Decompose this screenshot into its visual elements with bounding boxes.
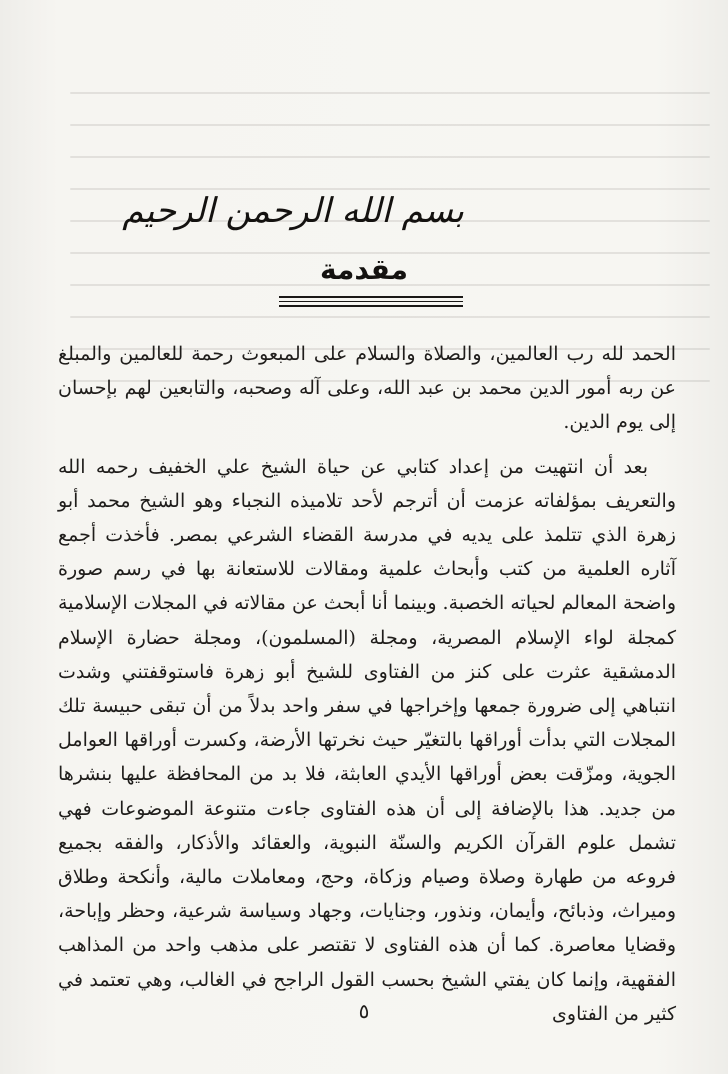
basmala-calligraphy: بسم الله الرحمن الرحيم <box>122 191 464 231</box>
page-title: مقدمة <box>320 253 408 286</box>
rule-line-top <box>279 296 463 298</box>
paragraph-2: بعد أن انتهيت من إعداد كتابي عن حياة الشيخ علي الخفيف رحمه الله والتعريف بمؤلفاته عزمت أن أترجم لأحد تلاميذه النجباء وهو الشيخ محمد أبو زهرة الذي تتلمذ على يديه في مدرسة القضاء الشرعي بمصر. فأخذت أجمع آثاره العلمية من كتب وأبحاث علمية ومقالات للاستعانة بها في رسم صورة واضحة المعالم لحياته الخصبة. وبينما أنا أبحث عن مقالاته في المجلات الإسلامية كمجلة لواء الإسلام المصرية، ومجلة (المسلمون)، ومجلة حضارة الإسلام الدمشقية عثرت على كنز من الفتاوى للشيخ أبو زهرة فاستوقفتني وشدت انتباهي إلى ضرورة جمعها وإخراجها في سفر واحد بدلاً من أن تبقى حبيسة تلك المجلات التي بدأت أوراقها بالتغيّر حيث نخرتها الأرضة، وكسرت أوراقها العوامل الجوية، ومزّقت بعض أوراقها الأيدي العابثة، فلا بد من المحافظة عليها بنشرها من جديد. هذا بالإضافة إلى أن هذه الفتاوى جاءت متنوعة الموضوعات فهي تشمل علوم القرآن الكريم والسنّة النبوية، والعقائد والأذكار، والفقه بجميع فروعه من طهارة وصلاة وصيام وزكاة، وحج، ومعاملات مالية، وأنكحة وطلاق وميراث، وذبائح، وأيمان، ونذور، وجنايات، وجهاد وسياسة شرعية، وحظر وإباحة، وقضايا معاصرة. كما أن هذه الفتاوى لا تقتصر على مذهب واحد من المذاهب الفقهية، وإنما كان يفتي الشيخ بحسب القول الراجح في الغالب، وهي تعتمد في كثير من الفتاوى <box>58 455 676 1025</box>
page-number: ٥ <box>358 999 370 1023</box>
title-underline-ornament <box>279 296 463 308</box>
rule-line-bottom <box>279 305 463 307</box>
rule-line-middle <box>279 301 463 302</box>
paragraph-1: الحمد لله رب العالمين، والصلاة والسلام على المبعوث رحمة للعالمين والمبلغ عن ربه أمور الدين محمد بن عبد الله، وعلى آله وصحبه، والتابعين لهم بإحسان إلى يوم الدين. <box>58 343 676 434</box>
body-text <box>58 337 676 1031</box>
